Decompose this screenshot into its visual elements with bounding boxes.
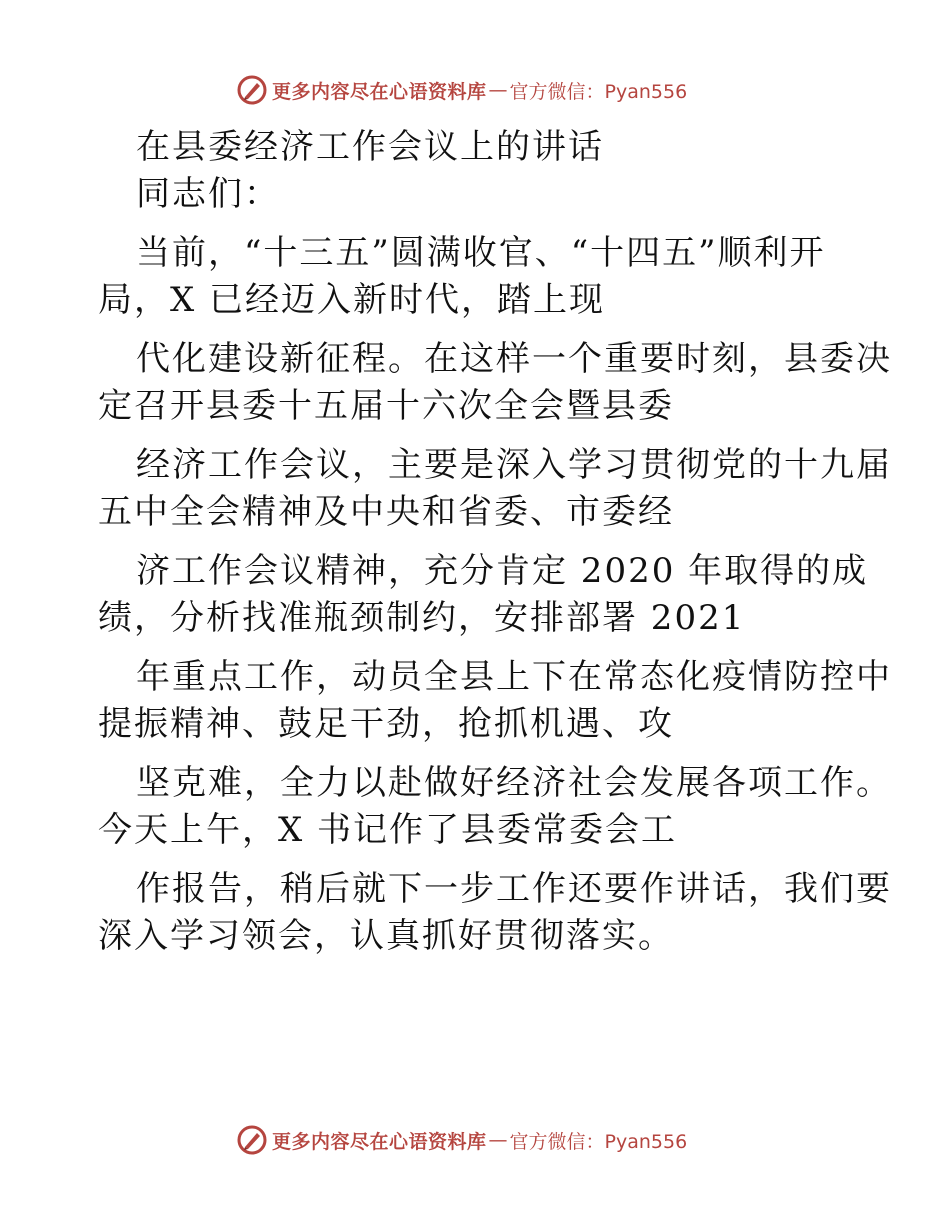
paragraph-line: 作报告，稍后就下一步工作还要作讲话，我们要 bbox=[136, 869, 892, 909]
pen-logo-icon bbox=[236, 1124, 268, 1156]
watermark-contact: 官方微信：Pyan556 bbox=[509, 80, 688, 103]
watermark-separator: — bbox=[488, 79, 508, 101]
paragraph-line: 代化建设新征程。在这样一个重要时刻，县委决 bbox=[136, 339, 892, 379]
paragraph-line: 坚克难，全力以赴做好经济社会发展各项工作。 bbox=[136, 763, 892, 803]
paragraph-line: 年重点工作，动员全县上下在常态化疫情防控中 bbox=[136, 657, 892, 697]
paragraph-line: 经济工作会议，主要是深入学习贯彻党的十九届 bbox=[136, 445, 892, 485]
paragraph-line: 深入学习领会，认真抓好贯彻落实。 bbox=[98, 916, 674, 956]
salutation: 同志们： bbox=[136, 174, 280, 214]
paragraph-line: 当前，“十三五”圆满收官、“十四五”顺利开 bbox=[136, 233, 826, 273]
watermark-separator: — bbox=[488, 1129, 508, 1151]
paragraph-line: 济工作会议精神，充分肯定 2020 年取得的成 bbox=[136, 551, 869, 591]
paragraph-line: 定召开县委十五届十六次全会暨县委 bbox=[98, 386, 674, 426]
document-title: 在县委经济工作会议上的讲话 bbox=[136, 127, 604, 167]
paragraph-line: 今天上午，X 书记作了县委常委会工 bbox=[98, 810, 678, 850]
watermark-text: 更多内容尽在心语资料库 bbox=[272, 80, 487, 103]
paragraph-line: 绩，分析找准瓶颈制约，安排部署 2021 bbox=[98, 598, 746, 638]
document-body bbox=[98, 124, 892, 960]
paragraph-line: 提振精神、鼓足干劲，抢抓机遇、攻 bbox=[98, 704, 674, 744]
paragraph-line: 局，X 已经迈入新时代，踏上现 bbox=[98, 280, 606, 320]
watermark-footer bbox=[236, 1122, 687, 1158]
watermark-contact: 官方微信：Pyan556 bbox=[509, 1130, 688, 1153]
watermark-text: 更多内容尽在心语资料库 bbox=[272, 1130, 487, 1153]
paragraph-line: 五中全会精神及中央和省委、市委经 bbox=[98, 492, 674, 532]
watermark-header bbox=[236, 72, 687, 108]
pen-logo-icon bbox=[236, 74, 268, 106]
